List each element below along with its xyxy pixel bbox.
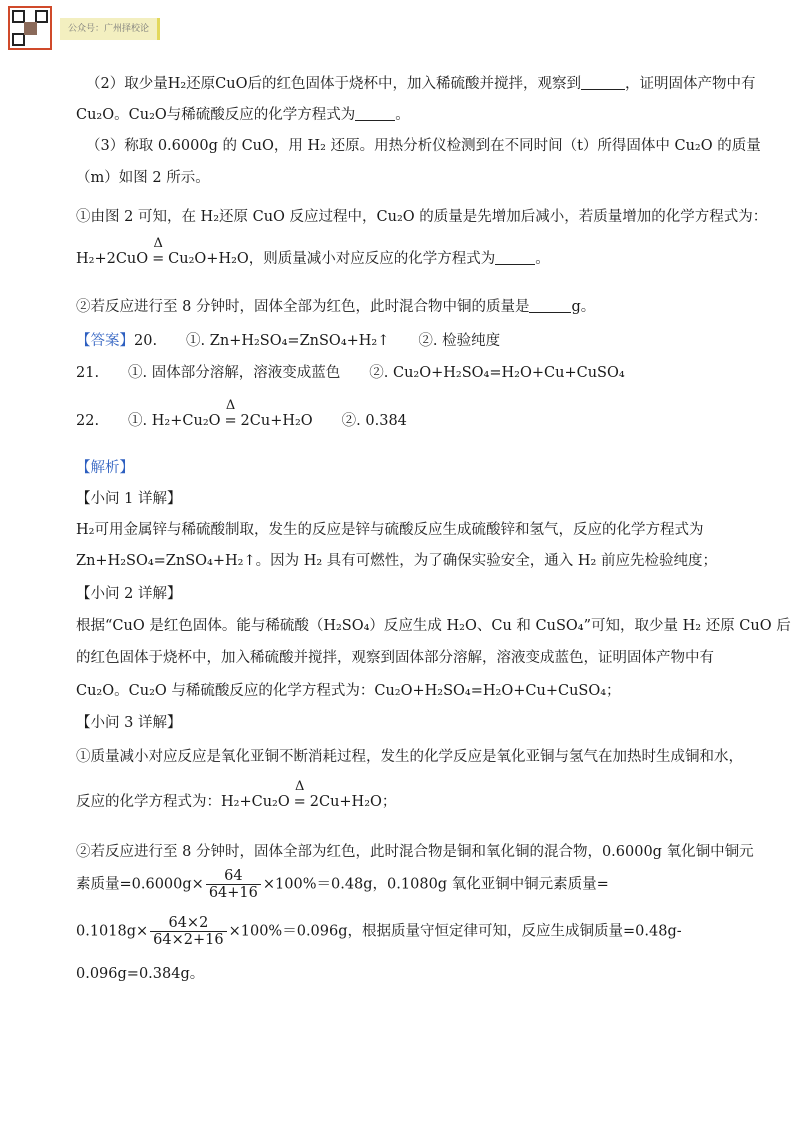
q3-sub1-line-2: H₂+2CuO Δ = Cu₂O+H₂O，则质量减小对应反应的化学方程式为 。 xyxy=(76,236,550,267)
fraction-cu-in-cu2o: $\frac{64\times 2}{64\times 2+16}$ xyxy=(150,915,226,948)
q2-line-1: （2）取少量H₂还原CuO后的红色固体于烧杯中，加入稀硫酸并搅拌，观察到 ，证明固体产物中有 xyxy=(86,76,756,92)
sub3-line-2: 反应的化学方程式为：H₂+Cu₂O Δ = 2Cu+H₂O； xyxy=(76,779,397,810)
sub2-label: 【小问 2 详解】 xyxy=(76,586,182,602)
sub3-label: 【小问 3 详解】 xyxy=(76,715,182,731)
sub3-line-5: 0.1018g× $\frac{64\times 2}{64\times 2+16}$ ×100%＝0.096g，根据质量守恒定律可知，反应生成铜质量=0.48g- xyxy=(76,915,682,948)
q3-line-2: （m）如图 2 所示。 xyxy=(76,170,210,186)
answer-22: 22. ①. H₂+Cu₂O Δ = 2Cu+H₂O ②. 0.384 xyxy=(76,398,407,429)
answer-20: 【答案】20. ①. Zn+H₂SO₄=ZnSO₄+H₂↑ ②. 检验纯度 xyxy=(76,333,501,349)
heat-equals-sign: Δ = xyxy=(152,236,165,267)
q3-sub2-line: ②若反应进行至 8 分钟时，固体全部为红色，此时混合物中铜的质量是 g。 xyxy=(76,299,596,315)
fraction-cu-in-cuo: $\frac{64}{64+16}$ xyxy=(206,868,261,901)
sub3-line-1: ①质量减小对应反应是氧化亚铜不断消耗过程，发生的化学反应是氧化亚铜与氢气在加热时生成铜和水， xyxy=(76,749,743,765)
answer-blank xyxy=(529,298,571,314)
sub2-line-1: 根据“CuO 是红色固体。能与稀硫酸（H₂SO₄）反应生成 H₂O、Cu 和 CuSO₄”可知，取少量 H₂ 还原 CuO 后 xyxy=(76,618,791,634)
sub3-line-4: 素质量=0.6000g× $\frac{64}{64+16}$ ×100%＝0.48g，0.1080g 氧化亚铜中铜元素质量= xyxy=(76,868,609,901)
q2-line-2: Cu₂O。Cu₂O与稀硫酸反应的化学方程式为 。 xyxy=(76,107,410,123)
sub1-line-1: H₂可用金属锌与稀硫酸制取，发生的反应是锌与硫酸反应生成硫酸锌和氢气，反应的化学方程式为 xyxy=(76,522,704,538)
answer-label: 【答案】 xyxy=(76,333,134,349)
answer-blank xyxy=(581,75,625,91)
sub2-line-2: 的红色固体于烧杯中，加入稀硫酸并搅拌，观察到固体部分溶解，溶液变成蓝色，证明固体产物中有 xyxy=(76,650,714,666)
sub1-line-2: Zn+H₂SO₄=ZnSO₄+H₂↑。因为 H₂ 具有可燃性，为了确保实验安全，通入 H₂ 前应先检验纯度； xyxy=(76,553,717,569)
answer-blank xyxy=(355,106,395,122)
sub1-label: 【小问 1 详解】 xyxy=(76,491,182,507)
heat-equals-sign: Δ = xyxy=(293,779,306,810)
sub2-line-3: Cu₂O。Cu₂O 与稀硫酸反应的化学方程式为：Cu₂O+H₂SO₄=H₂O+Cu+CuSO₄； xyxy=(76,683,621,699)
answer-blank xyxy=(495,250,535,266)
qr-code-image xyxy=(8,6,52,50)
answer-21: 21. ①. 固体部分溶解，溶液变成蓝色 ②. Cu₂O+H₂SO₄=H₂O+Cu+CuSO₄ xyxy=(76,365,625,381)
heat-equals-sign: Δ = xyxy=(224,398,237,429)
sub3-line-3: ②若反应进行至 8 分钟时，固体全部为红色，此时混合物是铜和氧化铜的混合物，0.6000g 氧化铜中铜元 xyxy=(76,844,754,860)
q3-line-1: （3）称取 0.6000g 的 CuO，用 H₂ 还原。用热分析仪检测到在不同时间（t）所得固体中 Cu₂O 的质量 xyxy=(86,138,761,154)
analysis-label: 【解析】 xyxy=(76,460,134,476)
q3-sub1-line-1: ①由图 2 可知，在 H₂还原 CuO 反应过程中，Cu₂O 的质量是先增加后减小，若质量增加的化学方程式为： xyxy=(76,209,768,225)
sub3-line-6: 0.096g=0.384g。 xyxy=(76,966,205,982)
header-banner: 公众号：广州择校论 xyxy=(60,18,160,40)
